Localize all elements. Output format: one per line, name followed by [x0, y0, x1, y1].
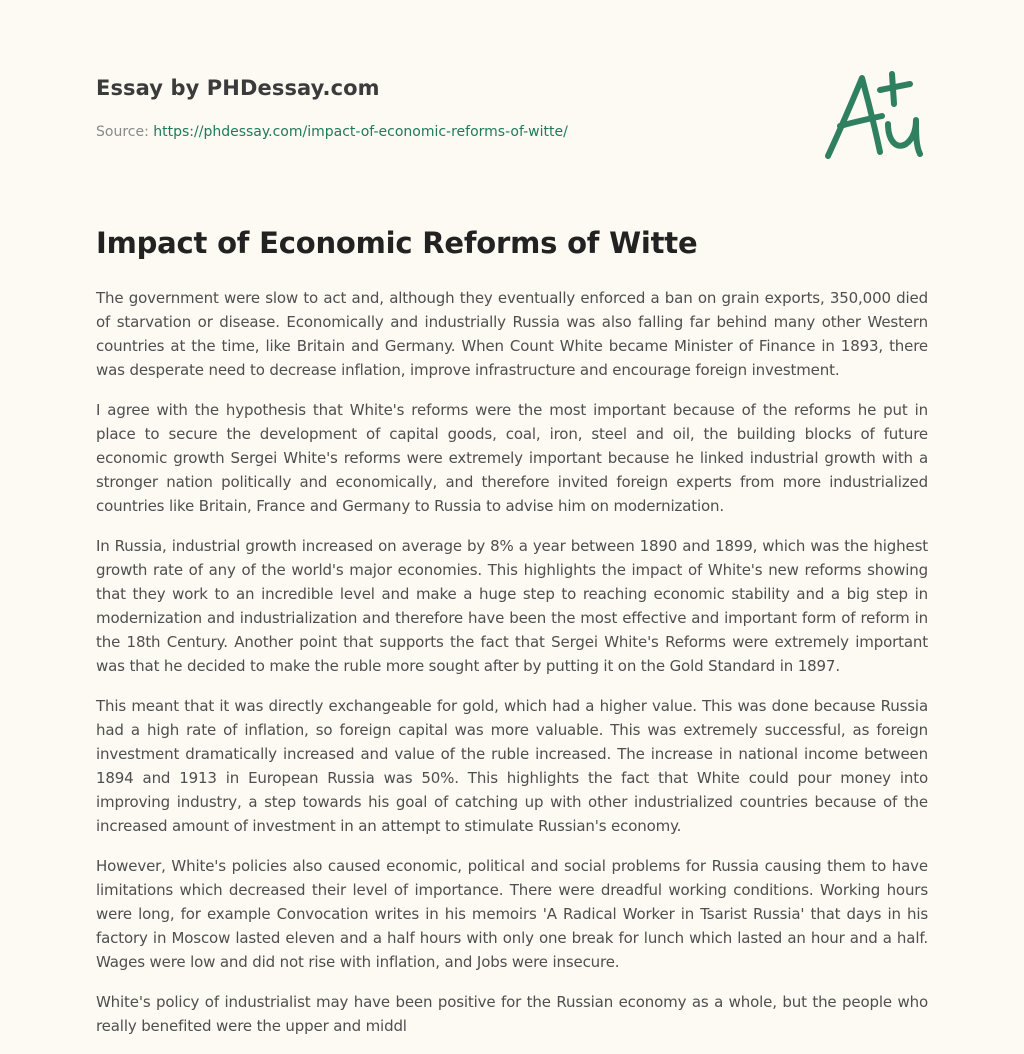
essay-paragraph: In Russia, industrial growth increased on average by 8% a year between 1890 and 1899, which was the highest growth rate of any of the world's major economies. This highlights the impact of White's new reforms showing that they work to an incredible level and make a huge step to reaching economic stability and a big step in modernization and industrialization and therefore have been the most effective and important form of reform in the 18th Century. Another point that supports the fact that Sergei White's Reforms were extremely important was that he decided to make the ruble more sought after by putting it on the Gold Standard in 1897. [96, 537, 928, 675]
a-plus-grade-icon [824, 66, 928, 166]
essay-paragraph: I agree with the hypothesis that White's reforms were the most important because of the reforms he put in place to secure the development of capital goods, coal, iron, steel and oil, the building blocks of future economic growth Sergei White's reforms were extremely important because he linked industrial growth with a stronger nation politically and economically, and therefore invited foreign experts from more industrialized countries like Britain, France and Germany to Russia to advise him on modernization. [96, 401, 928, 515]
source-line [96, 124, 568, 140]
essay-paragraph: However, White's policies also caused economic, political and social problems for Russia causing them to have limitations which decreased their level of importance. There were dreadful working conditions. Working hours were long, for example Convocation writes in his memoirs 'A Radical Worker in Tsarist Russia' that days in his factory in Moscow lasted eleven and a half hours with only one break for lunch which lasted an hour and a half. Wages were low and did not rise with inflation, and Jobs were insecure. [96, 857, 928, 971]
essay-paragraph: This meant that it was directly exchangeable for gold, which had a higher value. This was done because Russia had a high rate of inflation, so foreign capital was more valuable. This was extremely successful, as foreign investment dramatically increased and value of the ruble increased. The increase in national income between 1894 and 1913 in European Russia was 50%. This highlights the fact that White could pour money into improving industry, a step towards his goal of catching up with other industrialized countries because of the increased amount of investment in an attempt to stimulate Russian's economy. [96, 697, 928, 835]
essay-page [96, 0, 928, 1035]
essay-paragraph: The government were slow to act and, although they eventually enforced a ban on grain exports, 350,000 died of starvation or disease. Economically and industrially Russia was also falling far behind many other Western countries at the time, like Britain and Germany. When Count White became Minister of Finance in 1893, there was desperate need to decrease inflation, improve infrastructure and encourage foreign investment. [96, 289, 928, 379]
source-link[interactable]: https://phdessay.com/impact-of-economic-reforms-of-witte/ [153, 124, 568, 140]
essay-body [96, 286, 928, 1054]
essay-header [96, 0, 928, 210]
essay-title: Impact of Economic Reforms of Witte [96, 226, 698, 260]
site-brand: Essay by PHDessay.com [96, 76, 380, 100]
source-label: Source: [96, 124, 154, 140]
essay-paragraph: White's policy of industrialist may have been positive for the Russian economy as a whole, but the people who really benefited were the upper and middl [96, 993, 928, 1035]
